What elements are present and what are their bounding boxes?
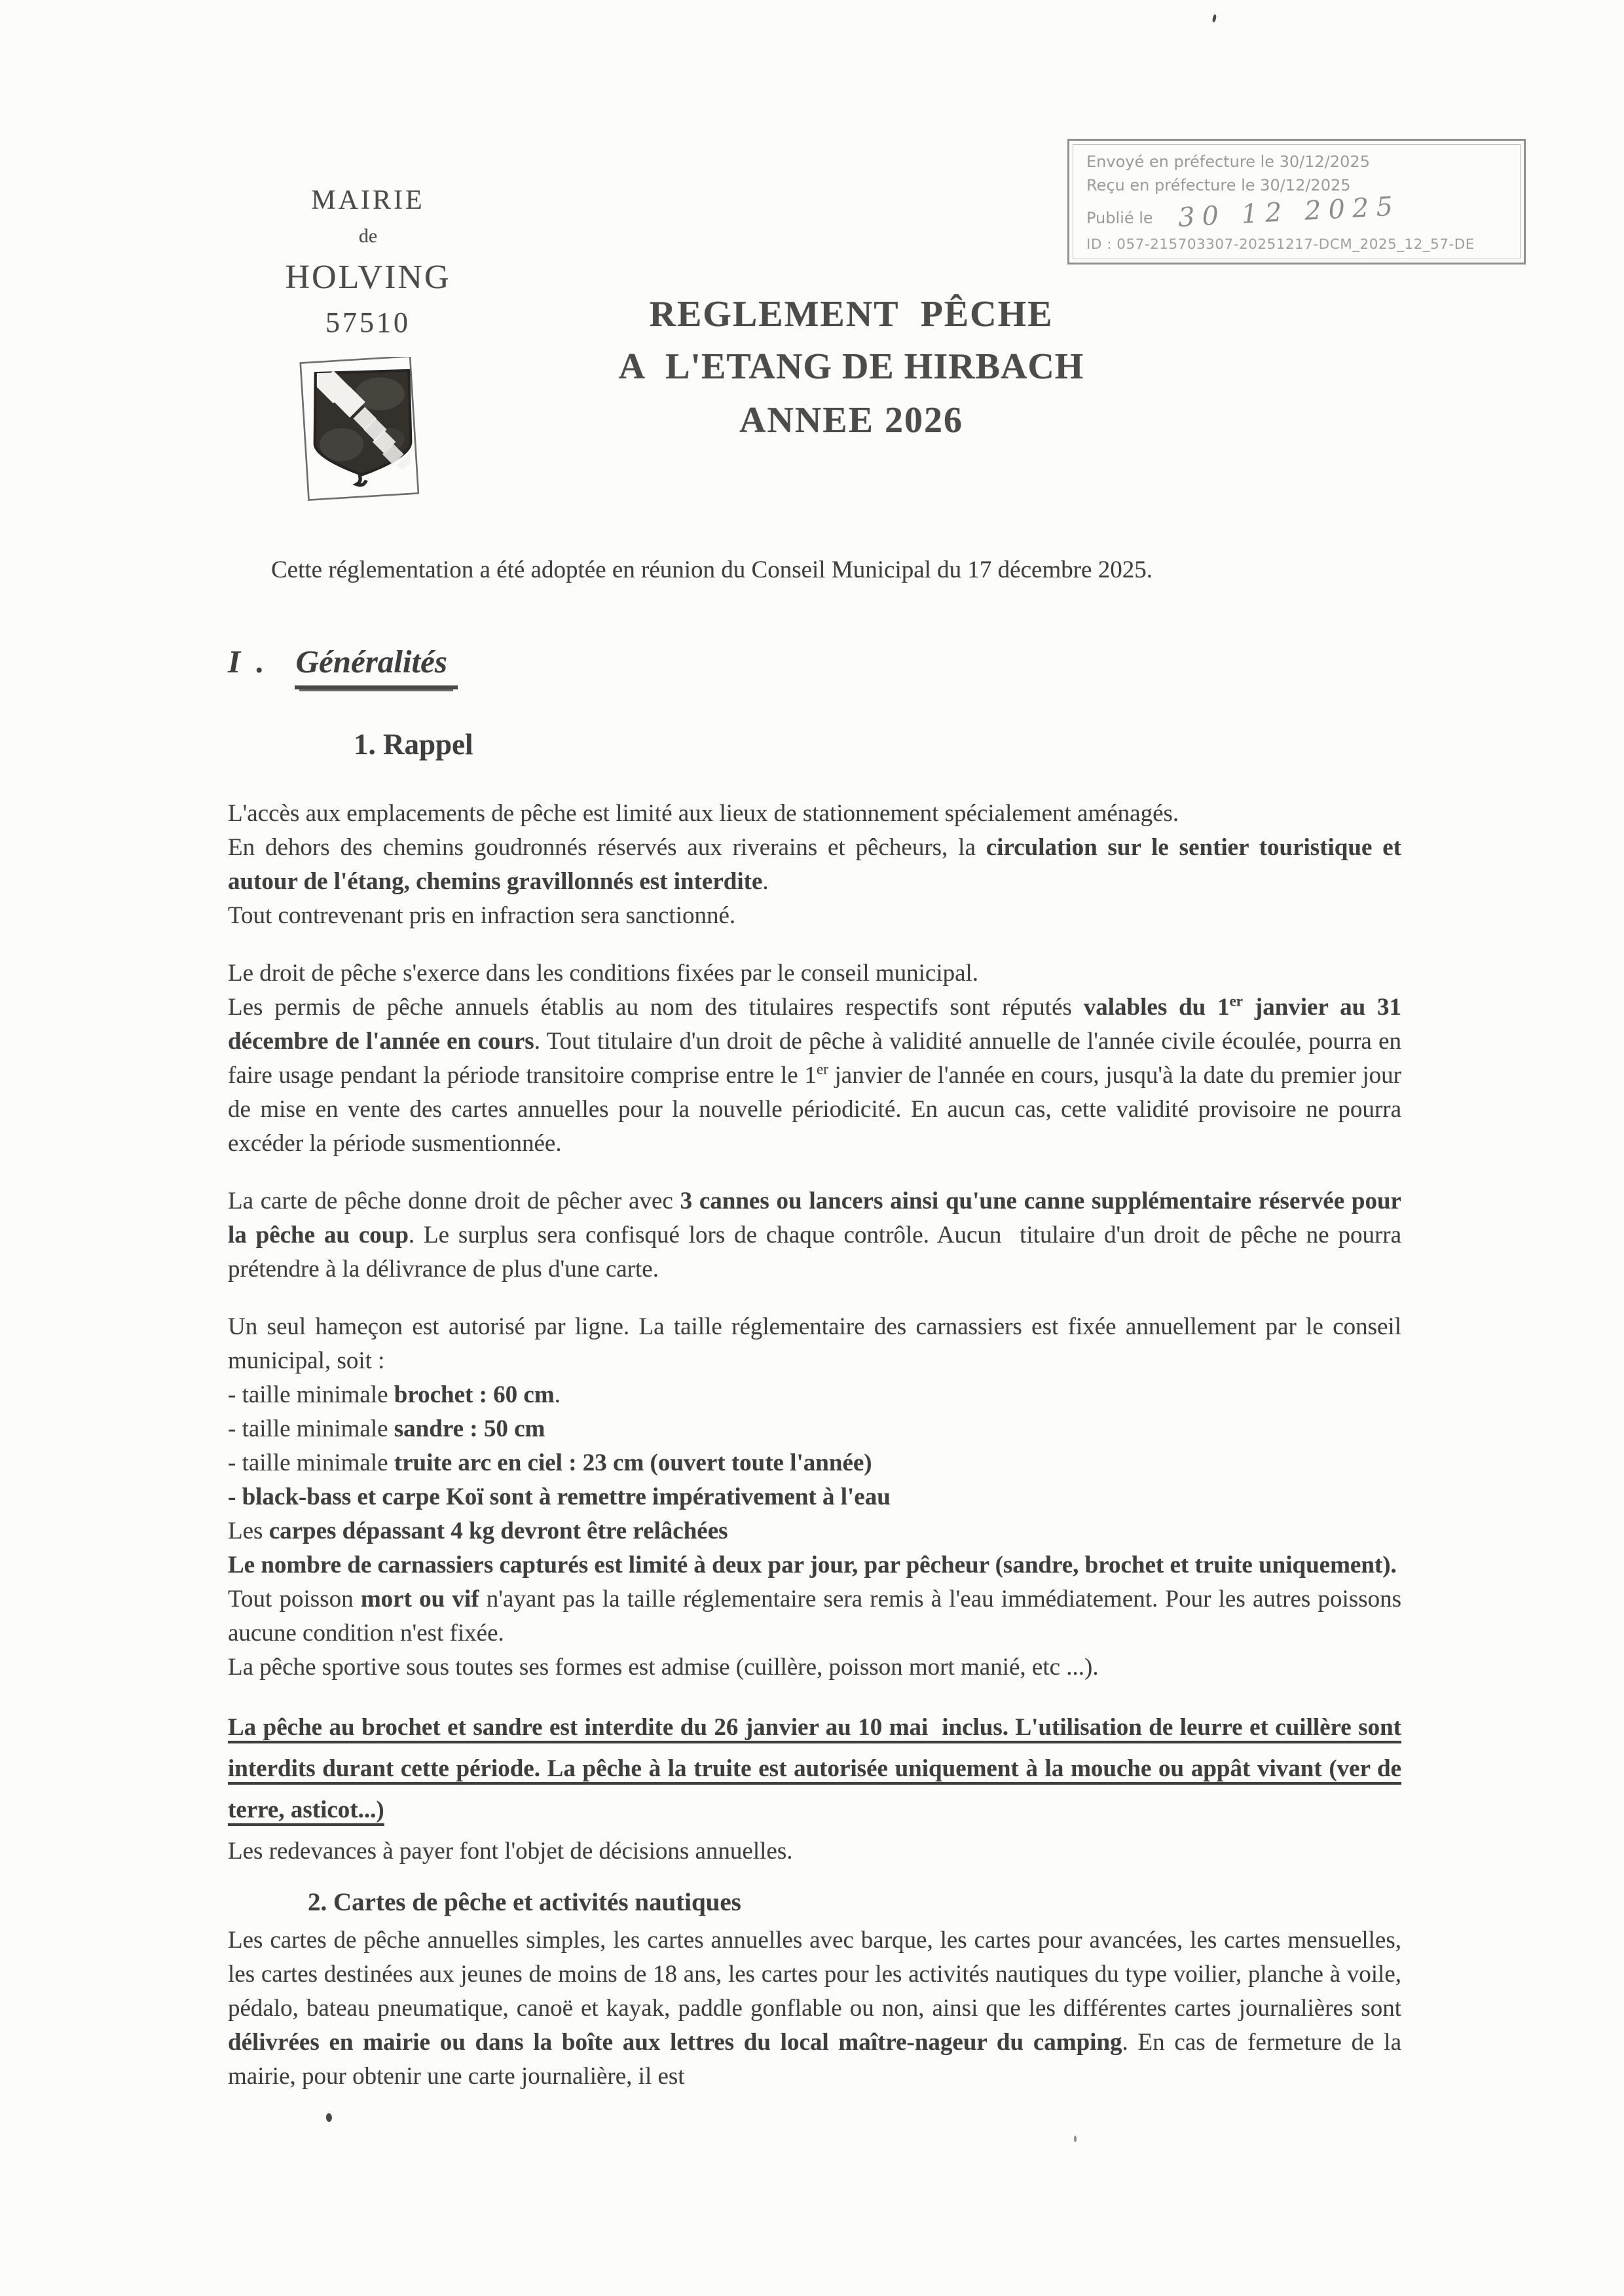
section-numeral: I . — [228, 644, 268, 680]
line-hamecon: Un seul hameçon est autorisé par ligne. La taille réglementaire des carnassiers est fixée annuellement par le conseil municipal, soit : — [228, 1313, 1401, 1374]
letterhead — [250, 185, 486, 339]
document-title — [550, 293, 1153, 441]
scan-artifact — [326, 2113, 332, 2122]
line-interdiction-brochet-sandre: La pêche au brochet et sandre est interdite du 26 janvier au 10 mai inclus. L'utilisation de leurre et cuillère sont interdits durant cette période. La pêche à la truite est autorisée uniquement à la mouche ou appât vivant (ver de terre, asticot...) — [228, 1714, 1401, 1823]
paragraph-permis — [228, 957, 1401, 1161]
line-taille-truite: - taille minimale truite arc en ciel : 23 cm (ouvert toute l'année) — [228, 1449, 872, 1476]
subsection-rappel-heading: 1. Rappel — [354, 728, 473, 761]
scan-artifact — [1212, 14, 1217, 23]
stamp-sent-line: Envoyé en préfecture le 30/12/2025 — [1086, 153, 1370, 171]
paragraph-tailles-reglementaires — [228, 1310, 1401, 1685]
stamp-published-line — [1086, 191, 1524, 233]
section-label: Généralités — [295, 645, 458, 689]
title-line-1: REGLEMENT PÊCHE — [649, 294, 1054, 335]
letterhead-de: de — [358, 225, 378, 247]
scan-artifact — [1074, 2136, 1077, 2142]
stamp-published-label: Publié le — [1086, 209, 1153, 227]
coat-of-arms-icon — [293, 357, 431, 501]
paragraph-carte-cannes — [228, 1184, 1401, 1286]
stamp-received-line: Reçu en préfecture le 30/12/2025 — [1086, 176, 1351, 194]
paragraph-periode-interdiction — [228, 1707, 1401, 1831]
letterhead-postal-code: 57510 — [325, 306, 411, 338]
title-line-3: ANNEE 2026 — [739, 400, 964, 441]
line-contrevenant: Tout contrevenant pris en infraction sera sanctionné. — [228, 902, 736, 929]
line-taille-sandre: - taille minimale sandre : 50 cm — [228, 1415, 545, 1442]
line-acces: L'accès aux emplacements de pêche est limité aux lieux de stationnement spécialement aménagés. — [228, 800, 1179, 827]
line-carnassiers-limite: Le nombre de carnassiers capturés est limité à deux par jour, par pêcheur (sandre, brochet et truite uniquement). — [228, 1552, 1397, 1578]
subsection-cartes-heading: 2. Cartes de pêche et activités nautiques — [308, 1888, 741, 1916]
stamp-id-line: ID : 057-215703307-20251217-DCM_2025_12_57-DE — [1086, 236, 1475, 253]
line-carpes: Les carpes dépassant 4 kg devront être relâchées — [228, 1518, 728, 1544]
line-circulation: En dehors des chemins goudronnés réservés aux riverains et pêcheurs, la circulation sur le sentier touristique et autour de l'étang, chemins gravillonnés est interdite. — [228, 834, 1401, 895]
letterhead-commune: HOLVING — [285, 259, 451, 296]
line-taille-brochet: - taille minimale brochet : 60 cm. — [228, 1381, 561, 1408]
line-redevances: Les redevances à payer font l'objet de décisions annuelles. — [228, 1838, 793, 1865]
line-poisson-mort: Tout poisson mort ou vif n'ayant pas la taille réglementaire sera remis à l'eau immédiatement. Pour les autres poissons aucune condition n'est fixée. — [228, 1586, 1402, 1647]
line-blackbass: - black-bass et carpe Koï sont à remettre impérativement à l'eau — [228, 1484, 891, 1510]
line-peche-sportive: La pêche sportive sous toutes ses formes est admise (cuillère, poisson mort manié, etc ...). — [228, 1654, 1099, 1681]
letterhead-mairie: MAIRIE — [311, 185, 425, 215]
prefecture-stamp — [1067, 139, 1526, 264]
paragraph-acces — [228, 797, 1401, 933]
line-cartes-nautiques: Les cartes de pêche annuelles simples, les cartes annuelles avec barque, les cartes pour avancées, les cartes mensuelles, les cartes destinées aux jeunes de moins de 18 ans, les cartes pour les activités nautiques du type voilier, planche à voile, pédalo, bateau pneumatique, canoë et kayak, paddle gonflable ou non, ainsi que les différentes cartes journalières sont délivrées en mairie ou dans la boîte aux lettres du local maître-nageur du camping. En cas de fermeture de la mairie, pour obtenir une carte journalière, il est — [228, 1927, 1402, 2090]
line-permis: Les permis de pêche annuels établis au nom des titulaires respectifs sont réputés valables du 1er janvier au 31 décembre de l'année en cours. Tout titulaire d'un droit de pêche à validité annuelle de l'année civile écoulée, pourra en faire usage pendant la période transitoire comprise entre le 1er janvier de l'année en cours, jusqu'à la date du premier jour de mise en vente des cartes annuelles pour la nouvelle périodicité. En aucun cas, cette validité provisoire ne pourra excéder la période susmentionnée. — [228, 993, 1402, 1157]
line-droit-peche: Le droit de pêche s'exerce dans les conditions fixées par le conseil municipal. — [228, 960, 979, 987]
line-carte-cannes: La carte de pêche donne droit de pêcher avec 3 cannes ou lancers ainsi qu'une canne supplémentaire réservée pour la pêche au coup. Le surplus sera confisqué lors de chaque contrôle. Aucun titulaire d'un droit de pêche ne pourra prétendre à la délivrance de plus d'une carte. — [228, 1188, 1402, 1283]
section-generalites-heading — [228, 645, 1401, 689]
stamp-handwritten-date: 30 12 2025 — [1177, 191, 1401, 233]
adoption-note: Cette réglementation a été adoptée en réunion du Conseil Municipal du 17 décembre 2025. — [271, 556, 1153, 583]
title-line-2: A L'ETANG DE HIRBACH — [618, 346, 1084, 387]
paragraph-cartes-nautiques — [228, 1923, 1401, 2094]
document-body — [228, 553, 1401, 2094]
